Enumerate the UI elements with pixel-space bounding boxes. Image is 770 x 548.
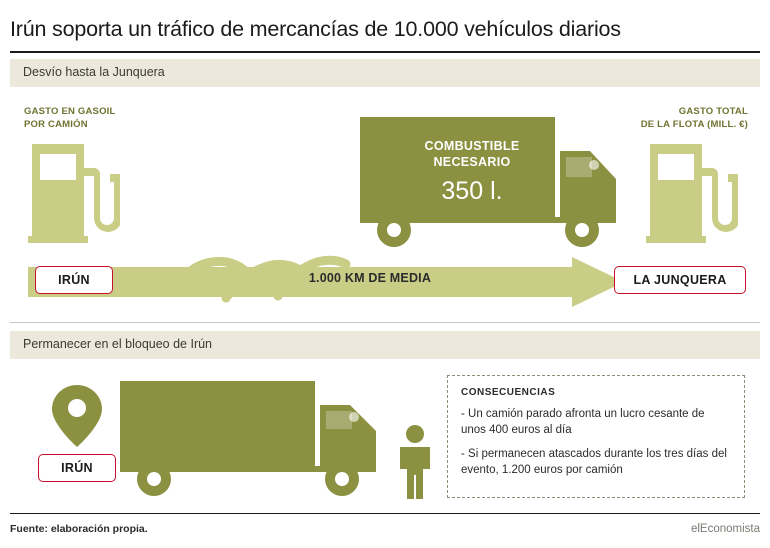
page-title-text: Irún soporta un tráfico de mercancías de 10.000 vehículos diarios xyxy=(10,17,621,42)
page-title xyxy=(10,10,760,50)
origin-pill-irun: IRÚN xyxy=(35,266,113,294)
location-pill-irun: IRÚN xyxy=(38,454,116,482)
consequences-box xyxy=(447,375,745,498)
consequences-title: CONSECUENCIAS xyxy=(461,387,556,398)
section-blockade xyxy=(10,331,760,511)
title-divider xyxy=(10,51,760,53)
section-detour xyxy=(10,59,760,321)
fleet-total-cost-label-line2: DE LA FLOTA (MILL. €) xyxy=(640,118,748,130)
truck-fuel-caption xyxy=(392,138,552,171)
truck-fuel-caption-line2: NECESARIO xyxy=(433,155,511,170)
consequence-item-1: - Un camión parado afronta un lucro cesante de unos 400 euros al día xyxy=(461,408,705,436)
destination-pill-la-junquera: LA JUNQUERA xyxy=(614,266,746,294)
person-icon xyxy=(395,424,435,505)
fuel-cost-per-truck-label-line2: POR CAMIÓN xyxy=(24,118,88,130)
map-pin-icon xyxy=(50,383,104,454)
truck-fuel-value: 350 l. xyxy=(441,177,503,205)
fleet-total-cost-label-line1: GASTO TOTAL xyxy=(678,106,748,117)
distance-arrow-label: 1.000 KM DE MEDIA xyxy=(308,271,432,285)
fuel-cost-per-truck-label xyxy=(24,106,164,132)
footer-source: Fuente: elaboración propia. xyxy=(10,523,148,535)
section-divider xyxy=(10,322,760,323)
truck-fuel-caption-line1: COMBUSTIBLE xyxy=(424,139,520,153)
section-blockade-label: Permanecer en el bloqueo de Irún xyxy=(23,337,213,351)
section-detour-label: Desvío hasta la Junquera xyxy=(23,65,165,79)
fuel-cost-per-truck-label-line1: GASTO EN GASOIL xyxy=(24,106,116,117)
footer-divider xyxy=(10,513,760,514)
footer-brand: elEconomista xyxy=(690,523,760,535)
truck-icon-parked xyxy=(120,381,385,506)
fuel-pump-icon-left xyxy=(28,134,120,254)
fuel-pump-icon-right xyxy=(646,134,738,254)
consequence-item-2: - Si permanecen atascados durante los tres días del evento, 1.200 euros por camión xyxy=(461,448,727,476)
footer xyxy=(10,518,760,540)
